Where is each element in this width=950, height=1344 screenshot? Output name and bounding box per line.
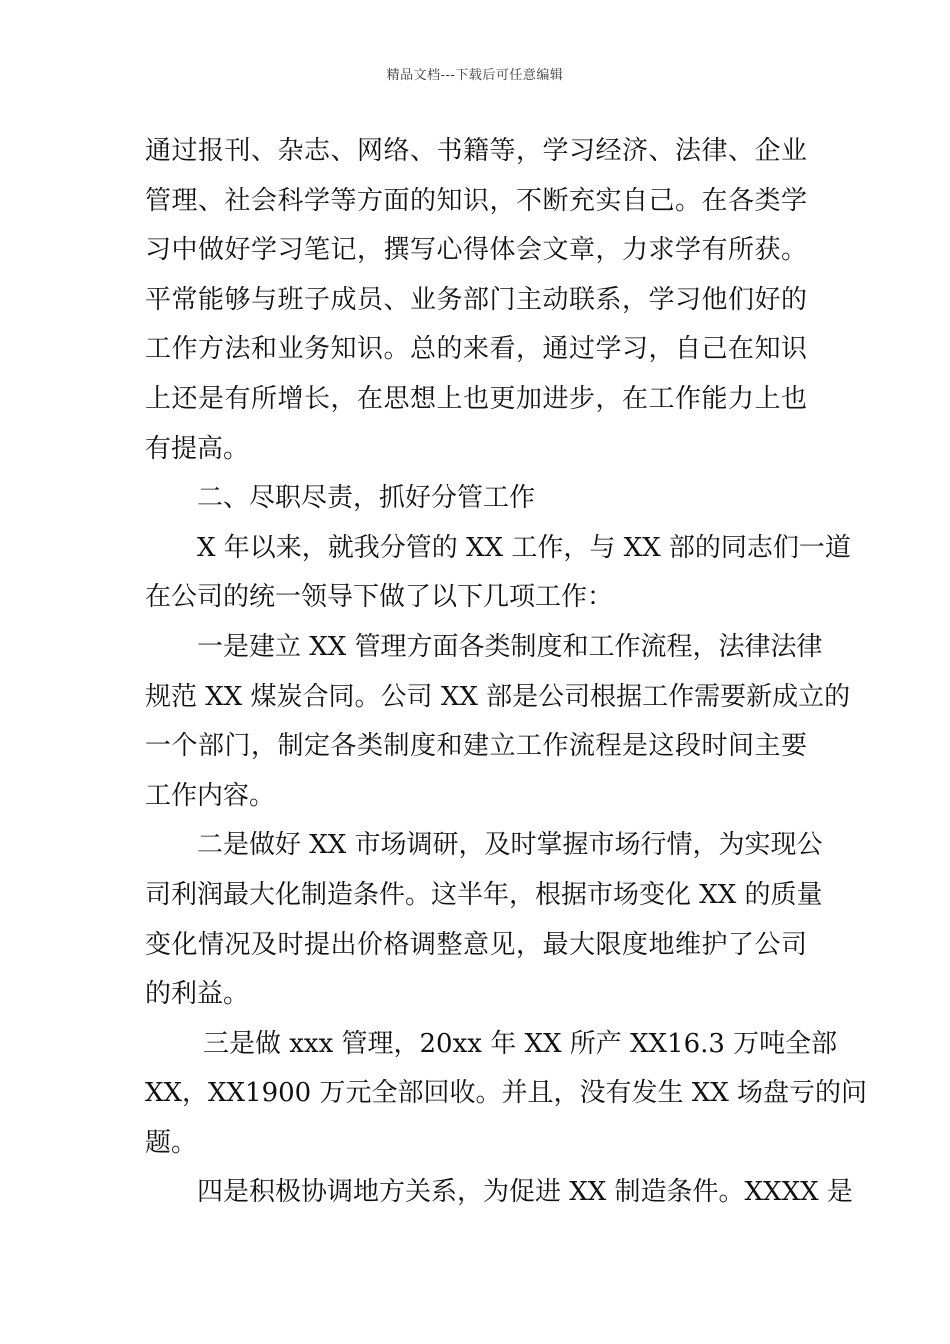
paragraph-intro — [145, 524, 851, 623]
paragraph-item-four — [145, 1168, 853, 1218]
text-line: 习中做好学习笔记，撰写心得体会文章，力求学有所获。 — [145, 235, 807, 266]
text-line: 规范 XX 煤炭合同。公司 XX 部是公司根据工作需要新成立的 — [145, 681, 851, 712]
text-line: 有提高。 — [145, 433, 250, 464]
section-heading — [145, 474, 807, 524]
text-line: 一是建立 XX 管理方面各类制度和工作流程，法律法律 — [197, 631, 823, 662]
text-line: 平常能够与班子成员、业务部门主动联系，学习他们好的 — [145, 284, 807, 315]
text-line: 在公司的统一领导下做了以下几项工作： — [145, 582, 614, 613]
text-line: 工作内容。 — [145, 780, 276, 811]
text-line: 的利益。 — [145, 979, 250, 1010]
paragraph-study — [145, 127, 807, 474]
paragraph-item-two — [145, 821, 823, 1019]
text-line: 通过报刊、杂志、网络、书籍等，学习经济、法律、企业 — [145, 136, 807, 166]
text-line: 三是做 xxx 管理，20xx 年 XX 所产 XX16.3 万吨全部 — [203, 1028, 838, 1059]
text-line: 题。 — [145, 1127, 198, 1158]
text-line: 管理、社会科学等方面的知识，不断充实自己。在各类学 — [145, 185, 807, 216]
text-line: 一个部门，制定各类制度和建立工作流程是这段时间主要 — [145, 731, 807, 762]
document-body — [145, 127, 868, 1218]
paragraph-item-three — [145, 1020, 868, 1169]
text-line: 上还是有所增长，在思想上也更加进步，在工作能力上也 — [145, 383, 807, 414]
text-line: XX，XX1900 万元全部回收。并且，没有发生 XX 场盘亏的问 — [145, 1078, 868, 1109]
text-line: 四是积极协调地方关系，为促进 XX 制造条件。XXXX 是 — [197, 1177, 853, 1208]
paragraph-item-one — [145, 623, 851, 821]
text-line: 变化情况及时提出价格调整意见，最大限度地维护了公司 — [145, 929, 807, 960]
text-line: X 年以来，就我分管的 XX 工作，与 XX 部的同志们一道 — [197, 532, 851, 563]
text-line: 二是做好 XX 市场调研，及时掌握市场行情，为实现公 — [197, 830, 823, 861]
text-line: 司利润最大化制造条件。这半年，根据市场变化 XX 的质量 — [145, 879, 823, 910]
section-heading-text: 二、尽职尽责，抓好分管工作 — [197, 483, 536, 514]
page-header: 精品文档---下载后可任意编辑 — [386, 68, 564, 83]
text-line: 工作方法和业务知识。总的来看，通过学习，自己在知识 — [145, 334, 807, 365]
